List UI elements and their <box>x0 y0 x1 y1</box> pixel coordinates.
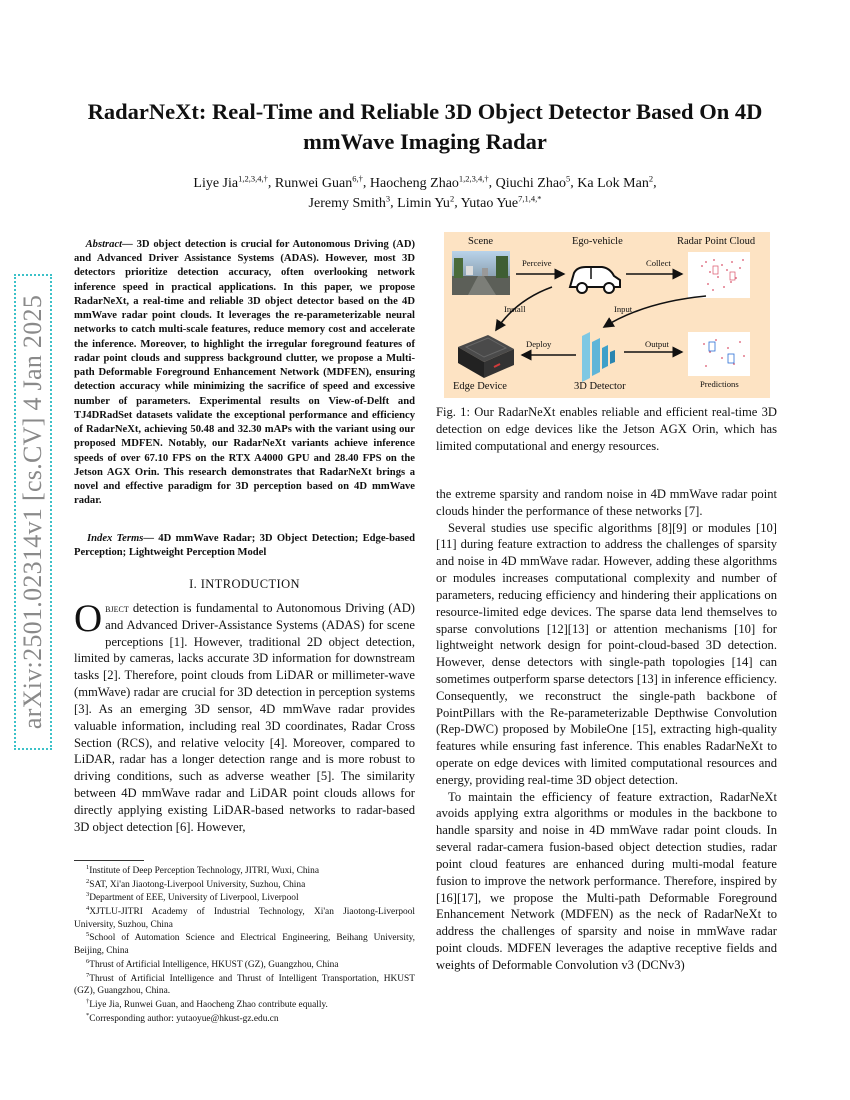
intro-paragraph: Object detection is fundamental to Autonomous Driving (AD) and Advanced Driver-Assistance Systems (ADAS) for scene perceptions [1]. However, traditional 2D object detection, limited by cameras, lacks accurate 3D information for downstream tasks [2]. Therefore, point clouds from LiDAR or millimeter-wave (mmWave) radar are crucial for 3D detection in perception systems [3]. As an emerging 3D sensor, 4D mmWave radar provides valuable information, including real 3D coordinates, Radar Cross Section (RCS), and relative velocity [4]. Moreover, compared to LiDAR, radar has a longer detection range and is more robust to driving conditions, such as adverse weather [5]. The similarity between 4D mmWave radar and LiDAR point clouds allows for directly applying existing LiDAR-based networks to radar-based 3D object detection [6]. However, <box>74 597 415 834</box>
author: Jeremy Smith$^3$ <box>308 193 391 211</box>
footnote: $^1$Institute of Deep Perception Technology, JITRI, Wuxi, China <box>86 864 319 877</box>
author: Limin Yu$^2$ <box>397 193 455 211</box>
footnote: †Liye Jia, Runwei Guan, and Haocheng Zhao contribute equally. <box>86 997 328 1010</box>
predictions-plot <box>688 332 750 376</box>
author-list: Liye Jia$^{1,2,3,4,\dagger}$, Runwei Guan$^{6,\dagger}$, Haocheng Zhao$^{1,2,3,4,\dagger}$, Qiuchi Zhao$^5$, Ka Lok Man$^2$, Jeremy Smith$^3$, Limin Yu$^2$, Yutao Yue$^{7,1,4,*}$ <box>193 173 657 211</box>
abstract: Abstract— 3D object detection is crucial for Autonomous Driving (AD) and Advanced Driver Assistance Systems (ADAS). However, most 3D detectors prioritize detection accuracy, often overlooking network inference speed in practical applications. In this paper, we propose RadarNeXt, a real-time and reliable 3D object detector based on the 4D mmWave radar point clouds. It leverages the re-parameterizable neural networks to catch multi-scale features, reduce memory cost and accelerate the inference. Moreover, to highlight the irregular foreground features of radar point clouds and suppress background clutter, we propose a Multi-path Deformable Foreground Enhancement Network (MDFEN), ensuring detection accuracy while minimizing the sacrifice of speed and excessive number of parameters. Experimental results on View-of-Delft and TJ4DRadSet datasets validate the exceptional performance and efficiency of RadarNeXt, achieving 50.48 and 32.30 mAPs with the variant using our proposed MDFEN. Notably, our RadarNeXt variants achieve inference speeds of over 67.10 FPS on the RTX A4000 GPU and 28.40 FPS on the Jetson AGX Orin. This research demonstrates that RadarNeXt brings a novel and effective paradigm for 3D perception based on 4D mmWave radar. <box>74 239 415 507</box>
abstract-text: 3D object detection is crucial for Autonomous Driving (AD) and Advanced Driver Assistance Systems (ADAS). However, most 3D detectors prioritize detection accuracy, often overlooking network inference speed in practical applications. In this paper, we propose RadarNeXt, a real-time and reliable 3D object detector based on the 4D mmWave radar point clouds. It leverages the re-parameterizable neural networks to catch multi-scale features, reduce memory cost and accelerate the inference. Moreover, to highlight the irregular foreground features of radar point clouds and suppress background clutter, we propose a Multi-path Deformable Foreground Enhancement Network (MDFEN), ensuring detection accuracy while minimizing the sacrifice of speed and excessive number of parameters. Experimental results on View-of-Delft and TJ4DRadSet datasets validate the exceptional performance and efficiency of RadarNeXt, achieving 50.48 and 32.30 mAPs with the variant using our proposed MDFEN. Notably, our RadarNeXt variants achieve inference speeds of over 67.10 FPS on the RTX A4000 GPU and 28.40 FPS on the Jetson AGX Orin. This research demonstrates that RadarNeXt brings a novel and effective paradigm for 3D perception based on 4D mmWave radar. <box>74 239 415 507</box>
figure-label-radar-point-cloud: Radar Point Cloud <box>677 236 756 247</box>
arrow-label-collect: Collect <box>646 258 671 268</box>
figure-caption: Fig. 1: Our RadarNeXt enables reliable and efficient real-time 3D detection on edge devices like the Jetson AGX Orin, which has limited computational and energy resources. <box>436 405 777 453</box>
body-paragraph: Several studies use specific algorithms [8][9] or modules [10][11] during feature extraction to address the challenges of sparsity and noise in 4D mmWave radar. However, adding these algorithms or modules increases computational complexity and number of parameters, reducing efficiency and hindering their applications on resource-limited edge devices. The sparse data lend themselves to sparse convolutions [12][13] or attention mechanisms [10] for lightweight network design for point-cloud-based 3D detection. However, dense detectors with single-path topologies [14] can sometimes outperform sparse detectors [13] in inference efficiency. Consequently, we reconstruct the single-path backbone of PointPillars with the Re-parameterizable Depthwise Convolution (Rep-DWC) proposed by MobileOne [15], extracting high-quality features while ensuring fast inference. This enables RadarNeXt to operate on edge devices with limited computational resources and energy, providing real-time 3D object detection. <box>436 520 777 787</box>
small-caps-lead: bject <box>105 603 129 615</box>
arrow-label-output: Output <box>645 339 669 349</box>
radar-point-cloud-plot <box>688 252 750 298</box>
footnote: $^5$School of Automation Science and Electrical Engineering, Beihang University, Beijing, China <box>74 931 415 957</box>
arrow-label-deploy: Deploy <box>526 339 552 349</box>
footnote: $^4$XJTLU-JITRI Academy of Industrial Technology, Xi'an Jiaotong-Liverpool University, Suzhou, China <box>74 905 415 930</box>
figure-graphics <box>444 232 770 398</box>
figure-label-scene: Scene <box>468 236 494 247</box>
footnotes <box>74 864 415 1025</box>
figure-1 <box>444 232 770 398</box>
author: Haocheng Zhao$^{1,2,3,4,\dagger}$ <box>369 173 489 191</box>
index-terms-label: Index Terms <box>87 533 144 544</box>
car-icon <box>570 267 620 293</box>
footnote: $^2$SAT, Xi'an Jiaotong-Liverpool University, Suzhou, China <box>86 877 306 890</box>
author: Qiuchi Zhao$^5$ <box>495 173 571 191</box>
arrow-label-install: Install <box>504 304 526 314</box>
author: Runwei Guan$^{6,\dagger}$ <box>274 173 363 191</box>
paper-title: RadarNeXt: Real-Time and Reliable 3D Object Detector Based On 4D mmWave Imaging Radar <box>87 99 763 155</box>
arrow-label-input: Input <box>614 304 633 314</box>
footnote: $^7$Thrust of Artificial Intelligence and Thrust of Intelligent Transportation, HKUST (GZ), Guangzhou, China. <box>74 971 415 997</box>
author: Yutao Yue$^{7,1,4,*}$ <box>460 193 542 211</box>
figure-label-edge-device: Edge Device <box>453 381 507 392</box>
index-terms: Index Terms— 4D mmWave Radar; 3D Object Detection; Edge-based Perception; Lightweight Perception Model <box>74 533 415 559</box>
arrow-label-perceive: Perceive <box>522 258 552 268</box>
figure-label-detector: 3D Detector <box>574 381 626 392</box>
author: Ka Lok Man$^2$ <box>577 173 654 191</box>
author: Liye Jia$^{1,2,3,4,\dagger}$ <box>193 173 268 191</box>
edge-device-icon <box>458 335 514 378</box>
figure-label-ego-vehicle: Ego-vehicle <box>572 236 623 247</box>
right-column-text <box>436 486 777 974</box>
footnote: $^3$Department of EEE, University of Liverpool, Liverpool <box>86 891 299 904</box>
footnote-rule <box>74 860 144 861</box>
scene-photo <box>452 251 510 295</box>
arxiv-stamp <box>14 274 52 750</box>
drop-cap: O <box>74 597 103 640</box>
detector-network-icon <box>582 332 615 382</box>
section-heading: I. INTRODUCTION <box>189 577 300 591</box>
abstract-label: Abstract <box>85 239 123 250</box>
body-paragraph: the extreme sparsity and random noise in 4D mmWave radar point clouds hinder the performance of these networks [7]. <box>436 487 777 518</box>
figure-label-predictions: Predictions <box>700 379 739 389</box>
footnote: $^6$Thrust of Artificial Intelligence, HKUST (GZ), Guangzhou, China <box>86 957 339 970</box>
footnote: *Corresponding author: yutaoyue@hkust-gz.edu.cn <box>86 1011 279 1024</box>
body-paragraph: To maintain the efficiency of feature extraction, RadarNeXt avoids applying extra algorithms or modules in the backbone to handle sparsity and noise in 4D mmWave radar point clouds. In several radar-camera fusion-based object detection studies, radar point cloud features are enhanced during multi-modal feature fusion to improve the network performance. Therefore, inspired by [16][17], we propose the Multi-path Deformable Foreground Enhancement Network (MDFEN) as the neck of RadarNeXt to address the challenges of sparsity and noise in mmWave radar point clouds. MDFEN leverages the adaptive receptive fields and weights of Deformable Convolution v3 (DCNv3) <box>436 789 777 972</box>
arxiv-stamp-text: arXiv:2501.02314v1 [cs.CV] 4 Jan 2025 <box>18 294 47 730</box>
index-terms-text: 4D mmWave Radar; 3D Object Detection; Edge-based Perception; Lightweight Perception Model <box>74 533 415 559</box>
